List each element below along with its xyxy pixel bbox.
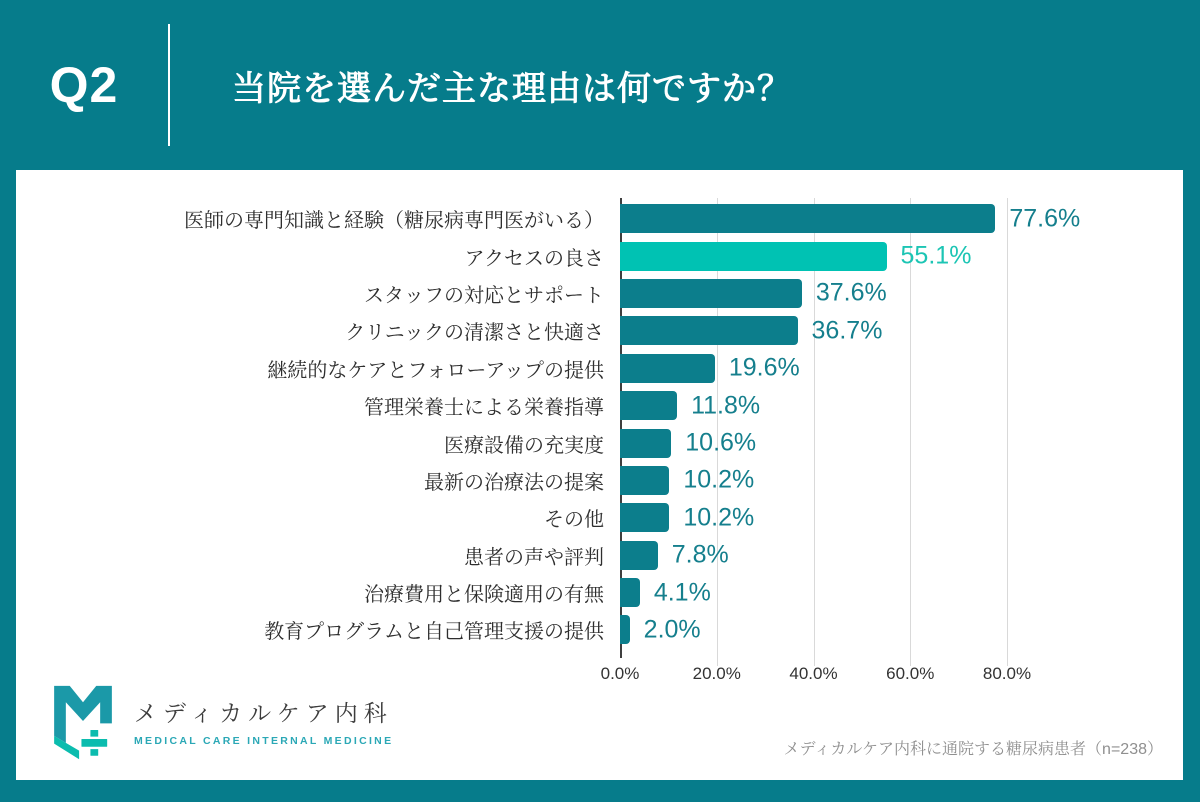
clinic-logo-text	[134, 695, 393, 747]
category-label: スタッフの対応とサポート	[364, 284, 604, 307]
bar-row	[16, 350, 1163, 387]
bar-highlighted	[620, 242, 887, 271]
category-label: 継続的なケアとフォローアップの提供	[267, 359, 604, 382]
clinic-name-en: MEDICAL CARE INTERNAL MEDICINE	[134, 735, 394, 747]
category-label: クリニックの清潔さと快適さ	[345, 322, 604, 345]
value-label: 10.2%	[683, 503, 755, 532]
bar-row	[16, 312, 1163, 349]
bar-track	[620, 503, 1163, 532]
clinic-name-jp: メディカルケア内科	[134, 700, 393, 726]
value-label: 11.8%	[691, 391, 761, 420]
value-label: 2.0%	[643, 615, 701, 644]
category-label: その他	[544, 509, 604, 532]
bar-track	[620, 354, 1163, 383]
sample-note: メディカルケア内科に通院する糖尿病患者（n=238）	[783, 741, 1163, 758]
bar-row	[16, 574, 1163, 611]
bar-row	[16, 200, 1163, 237]
x-tick-label: 40.0%	[789, 664, 838, 683]
bar	[620, 466, 669, 495]
bar-row	[16, 611, 1163, 648]
value-label: 77.6%	[1009, 204, 1081, 233]
chart-card	[16, 170, 1183, 780]
category-label: 医師の専門知識と経験（糖尿病専門医がいる）	[184, 210, 604, 233]
question-header	[0, 0, 1200, 170]
bar	[620, 429, 671, 458]
bar	[620, 503, 669, 532]
bar-track	[620, 541, 1163, 570]
bar-track	[620, 466, 1163, 495]
bar-track	[620, 391, 1163, 420]
category-label: 最新の治療法の提案	[424, 471, 604, 494]
bar	[620, 316, 798, 345]
value-label: 10.6%	[685, 428, 757, 457]
value-label: 37.6%	[815, 278, 887, 307]
bar-row	[16, 275, 1163, 312]
x-tick-label: 80.0%	[982, 664, 1032, 683]
bar	[620, 615, 630, 644]
x-tick-label: 60.0%	[886, 664, 935, 683]
category-label: 治療費用と保険適用の有無	[364, 584, 604, 607]
bar	[620, 541, 658, 570]
bar-track	[620, 204, 1163, 233]
x-tick-label: 20.0%	[692, 664, 741, 683]
bar-track	[620, 429, 1163, 458]
bar-track	[620, 279, 1163, 308]
bar-track	[620, 316, 1163, 345]
bar-row	[16, 537, 1163, 574]
x-tick-label: 0.0%	[600, 664, 640, 683]
category-label: 教育プログラムと自己管理支援の提供	[264, 621, 604, 644]
medical-care-m-plus-logo-icon	[44, 682, 122, 760]
value-label: 36.7%	[811, 316, 883, 345]
bar	[620, 391, 677, 420]
value-label: 55.1%	[900, 241, 972, 270]
value-label: 4.1%	[653, 578, 711, 607]
bar-row	[16, 237, 1163, 274]
bar-track	[620, 242, 1163, 271]
bar-track	[620, 615, 1163, 644]
category-label: アクセスの良さ	[464, 247, 604, 270]
bar-row	[16, 424, 1163, 461]
bar	[620, 279, 802, 308]
clinic-logo	[44, 682, 393, 760]
category-label: 管理栄養士による栄養指導	[364, 397, 604, 420]
value-label: 10.2%	[683, 465, 755, 494]
header-divider	[168, 24, 170, 146]
bar	[620, 354, 715, 383]
page-title: 当院を選んだ主な理由は何ですか？	[232, 69, 792, 108]
bar-chart	[16, 200, 1163, 649]
bar	[620, 578, 640, 607]
category-label: 医療設備の充実度	[444, 434, 604, 457]
bar-row	[16, 462, 1163, 499]
value-label: 7.8%	[671, 540, 729, 569]
category-label: 患者の声や評判	[464, 546, 604, 569]
bar-row	[16, 499, 1163, 536]
bar-row	[16, 387, 1163, 424]
bar-track	[620, 578, 1163, 607]
bar	[620, 204, 995, 233]
question-number: Q2	[49, 57, 119, 113]
value-label: 19.6%	[728, 353, 800, 382]
